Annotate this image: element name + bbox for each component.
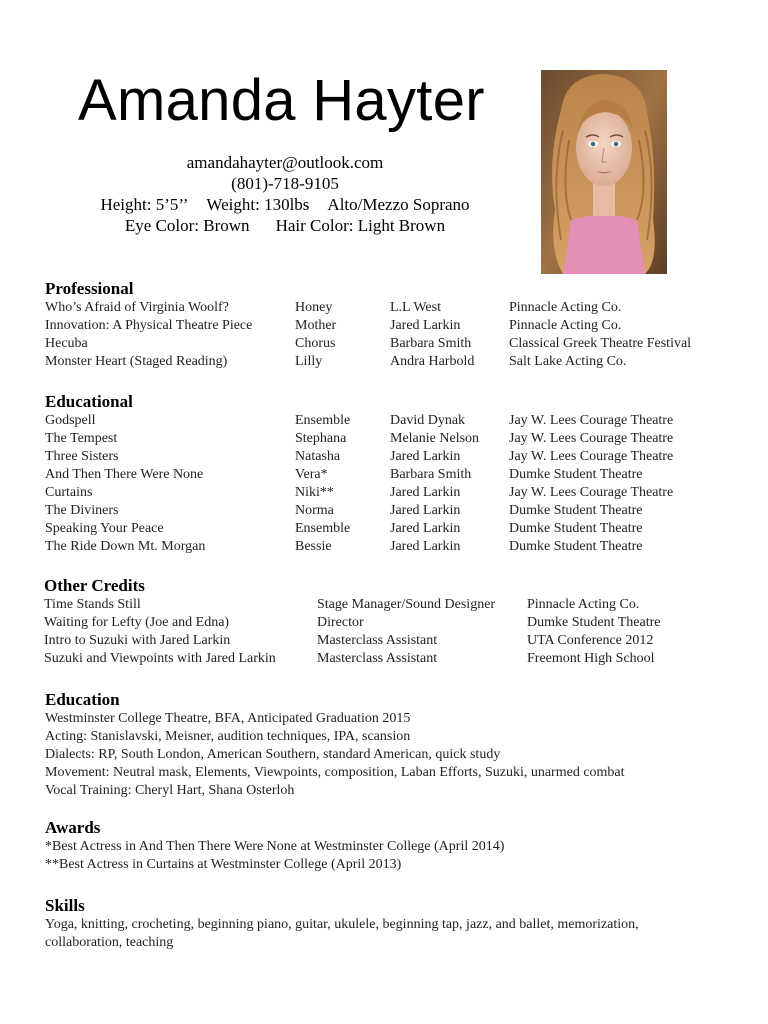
credit-row: [0, 448, 768, 466]
credit-show: Who’s Afraid of Virginia Woolf?: [45, 300, 229, 315]
credit-row: [0, 335, 768, 353]
section-title-skills: Skills: [45, 896, 85, 915]
credit-venue: Jay W. Lees Courage Theatre: [509, 431, 674, 446]
credit-row: [0, 466, 768, 484]
credit-show: The Diviners: [45, 503, 119, 518]
credit-director: Jared Larkin: [390, 521, 461, 536]
credit-role: Stephana: [295, 431, 347, 446]
credit-venue: Jay W. Lees Courage Theatre: [509, 449, 674, 464]
headshot-image: [541, 70, 667, 274]
credit-position: Director: [317, 615, 364, 630]
email[interactable]: [60, 153, 510, 173]
credit-show: Monster Heart (Staged Reading): [45, 354, 228, 369]
section-title-other-credits: Other Credits: [44, 576, 145, 595]
credit-director: Jared Larkin: [390, 449, 461, 464]
credit-venue: Pinnacle Acting Co.: [509, 300, 622, 315]
education-line: Movement: Neutral mask, Elements, Viewpoints, composition, Laban Efforts, Suzuki, unarmed combat: [45, 765, 625, 780]
section-title-awards: Awards: [45, 818, 101, 837]
credit-director: Jared Larkin: [390, 539, 461, 554]
credit-row: [0, 430, 768, 448]
credit-show: Three Sisters: [45, 449, 119, 464]
credit-show: Hecuba: [45, 336, 88, 351]
credit-role: Lilly: [295, 354, 323, 369]
credit-show: And Then There Were None: [45, 467, 204, 482]
credit-row: [0, 502, 768, 520]
credit-row: [0, 299, 768, 317]
performer-name: Amanda Hayter: [78, 68, 485, 133]
education-line: Acting: Stanislavski, Meisner, audition techniques, IPA, scansion: [45, 729, 411, 744]
credit-venue: UTA Conference 2012: [527, 633, 654, 648]
credit-director: Barbara Smith: [390, 336, 472, 351]
height: Height: 5’5’’: [100, 195, 189, 214]
education-line: Westminster College Theatre, BFA, Anticipated Graduation 2015: [45, 711, 411, 726]
education-line: Vocal Training: Cheryl Hart, Shana Osterloh: [45, 783, 295, 798]
credit-role: Natasha: [295, 449, 341, 464]
credit-venue: Dumke Student Theatre: [509, 539, 643, 554]
credit-venue: Pinnacle Acting Co.: [509, 318, 622, 333]
credit-director: Jared Larkin: [390, 318, 461, 333]
eye-color: Eye Color: Brown: [124, 216, 250, 235]
credit-row: [0, 538, 768, 556]
credit-project: Intro to Suzuki with Jared Larkin: [44, 633, 231, 648]
voice-type: Alto/Mezzo Soprano: [327, 195, 470, 214]
credit-project: Time Stands Still: [44, 597, 141, 612]
credit-venue: Dumke Student Theatre: [509, 521, 643, 536]
credit-director: David Dynak: [390, 413, 466, 428]
credit-director: Melanie Nelson: [390, 431, 480, 446]
other-credit-row: [0, 596, 768, 614]
credit-show: The Tempest: [45, 431, 118, 446]
email-text[interactable]: amandahayter@outlook.com: [186, 153, 384, 172]
credit-venue: Freemont High School: [527, 651, 655, 666]
credit-row: [0, 484, 768, 502]
credit-position: Masterclass Assistant: [317, 633, 438, 648]
credit-row: [0, 412, 768, 430]
credit-venue: Pinnacle Acting Co.: [527, 597, 640, 612]
credit-role: Ensemble: [295, 521, 351, 536]
credit-position: Masterclass Assistant: [317, 651, 438, 666]
credit-venue: Salt Lake Acting Co.: [509, 354, 627, 369]
credit-director: L.L West: [390, 300, 441, 315]
credit-venue: Jay W. Lees Courage Theatre: [509, 485, 674, 500]
measurements: [60, 195, 510, 215]
credit-role: Bessie: [295, 539, 332, 554]
credit-row: [0, 520, 768, 538]
skills-text: Yoga, knitting, crocheting, beginning piano, guitar, ukulele, beginning tap, jazz, and ballet, memorization, collaboration, teaching: [45, 917, 639, 950]
credit-venue: Dumke Student Theatre: [527, 615, 661, 630]
credit-director: Barbara Smith: [390, 467, 472, 482]
weight: Weight: 130lbs: [206, 195, 310, 214]
credit-role: Ensemble: [295, 413, 351, 428]
credit-position: Stage Manager/Sound Designer: [317, 597, 496, 612]
credit-show: Innovation: A Physical Theatre Piece: [45, 318, 253, 333]
award-line: *Best Actress in And Then There Were None at Westminster College (April 2014): [45, 839, 505, 854]
credit-role: Niki**: [295, 485, 334, 500]
credit-director: Jared Larkin: [390, 485, 461, 500]
coloring: [60, 216, 510, 236]
award-line: **Best Actress in Curtains at Westminster College (April 2013): [45, 857, 402, 872]
other-credit-row: [0, 614, 768, 632]
credit-venue: Classical Greek Theatre Festival: [509, 336, 692, 351]
credit-show: Speaking Your Peace: [45, 521, 164, 536]
other-credit-row: [0, 632, 768, 650]
credit-venue: Jay W. Lees Courage Theatre: [509, 413, 674, 428]
phone-text: (801)-718-9105: [231, 174, 339, 193]
credit-show: The Ride Down Mt. Morgan: [45, 539, 206, 554]
credit-project: Waiting for Lefty (Joe and Edna): [44, 615, 230, 630]
credit-role: Honey: [295, 300, 333, 315]
section-title-education: Education: [45, 690, 120, 709]
credit-role: Norma: [295, 503, 334, 518]
credit-project: Suzuki and Viewpoints with Jared Larkin: [44, 651, 276, 666]
credit-row: [0, 353, 768, 371]
credit-venue: Dumke Student Theatre: [509, 503, 643, 518]
credit-show: Curtains: [45, 485, 93, 500]
phone: [60, 174, 510, 194]
section-title-professional: Professional: [45, 279, 134, 298]
education-line: Dialects: RP, South London, American Southern, standard American, quick study: [45, 747, 501, 762]
headshot-photo: [541, 70, 667, 274]
hair-color: Hair Color: Light Brown: [275, 216, 446, 235]
credit-role: Chorus: [295, 336, 336, 351]
credit-show: Godspell: [45, 413, 96, 428]
other-credit-row: [0, 650, 768, 668]
credit-role: Mother: [295, 318, 337, 333]
credit-row: [0, 317, 768, 335]
credit-venue: Dumke Student Theatre: [509, 467, 643, 482]
section-title-educational: Educational: [45, 392, 133, 411]
credit-director: Andra Harbold: [390, 354, 475, 369]
credit-role: Vera*: [295, 467, 328, 482]
credit-director: Jared Larkin: [390, 503, 461, 518]
